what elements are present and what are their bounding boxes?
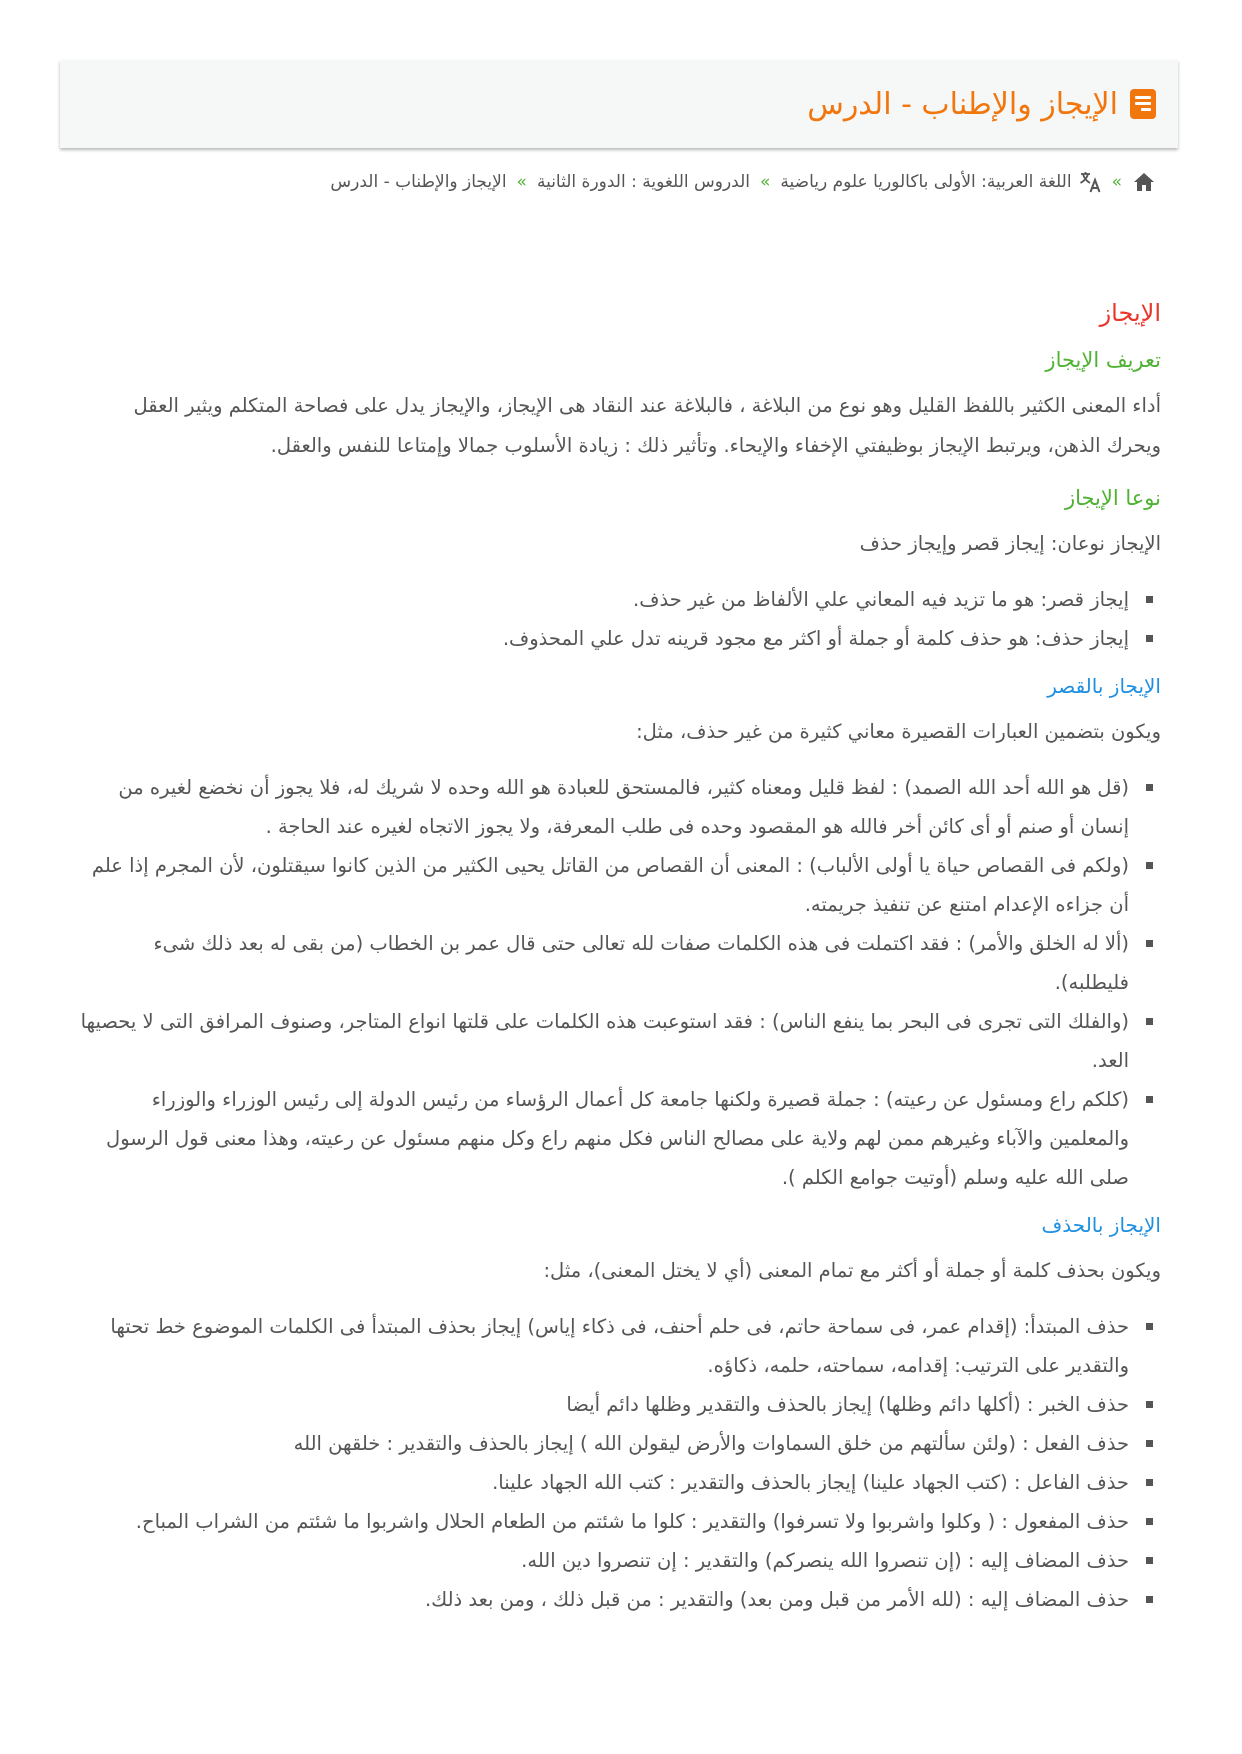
hadhf-heading: الإيجاز بالحذف — [1041, 1213, 1161, 1237]
types-list — [77, 580, 1161, 658]
lesson-content — [60, 296, 1178, 1619]
list-item: (والفلك التى تجرى فى البحر بما ينفع الناس) : فقد استوعبت هذه الكلمات على قلتها انواع المتاجر، وصنوف المرافق التى لا يحصيها العد. — [77, 1002, 1129, 1080]
breadcrumb-item-subject[interactable] — [780, 170, 1101, 194]
types-heading: نوعا الإيجاز — [1064, 486, 1161, 510]
list-item: إيجاز حذف: هو حذف كلمة أو جملة أو اكثر مع مجود قرينه تدل علي المحذوف. — [77, 619, 1129, 658]
hadhf-examples-list — [77, 1307, 1161, 1619]
hadhf-intro: ويكون بحذف كلمة أو جملة أو أكثر مع تمام المعنى (أي لا يختل المعنى)، مثل: — [543, 1259, 1161, 1282]
list-item: حذف المضاف إليه : (إن تنصروا الله ينصركم) والتقدير : إن تنصروا دين الله. — [77, 1541, 1129, 1580]
definition-heading: تعريف الإيجاز — [1045, 348, 1161, 372]
list-item: حذف المفعول : ( وكلوا واشربوا ولا تسرفوا) والتقدير : كلوا ما شئتم من الطعام الحلال واشربوا ما شئتم من الشراب المباح. — [77, 1502, 1129, 1541]
translate-icon — [1078, 170, 1102, 194]
breadcrumb-separator: » — [760, 172, 771, 192]
breadcrumb-item-section[interactable]: الدروس اللغوية : الدورة الثانية — [536, 172, 750, 192]
page-title: الإيجاز والإطناب - الدرس — [807, 86, 1118, 122]
list-item: حذف المضاف إليه : (لله الأمر من قبل ومن بعد) والتقدير : من قبل ذلك ، ومن بعد ذلك. — [77, 1580, 1129, 1619]
qasr-examples-list — [77, 768, 1161, 1197]
breadcrumb-item-label[interactable]: اللغة العربية: الأولى باكالوريا علوم رياضية — [780, 172, 1072, 192]
list-item: (ألا له الخلق والأمر) : فقد اكتملت فى هذه الكلمات صفات لله تعالى حتى قال عمر بن الخطاب (من بقى له بعد ذلك شىء فليطلبه). — [77, 924, 1129, 1002]
list-item: حذف الخبر : (أكلها دائم وظلها) إيجاز بالحذف والتقدير وظلها دائم أيضا — [77, 1385, 1129, 1424]
types-text: الإيجاز نوعان: إيجاز قصر وإيجاز حذف — [859, 532, 1161, 555]
list-item: (كلكم راع ومسئول عن رعيته) : جملة قصيرة ولكنها جامعة كل أعمال الرؤساء من رئيس الدولة إلى رئيس الوزراء والوزراء والمعلمين والآباء وغيرهم ممن لهم ولاية على مصالح الناس فكل منهم راع وكل منهم مسئول عن رعيته، وهذا معنى قول الرسول صلى الله عليه وسلم (أوتيت جوامع الكلم ). — [77, 1080, 1129, 1197]
list-item: (قل هو الله أحد الله الصمد) : لفظ قليل ومعناه كثير، فالمستحق للعبادة هو الله وحده لا شريك له، فلا يجوز أن نخضع لغيره من إنسان أو صنم أو أى كائن أخر فالله هو المقصود وحده فى طلب المعرفة، ولا يجوز الاتجاه لغيره عند الحاجة . — [77, 768, 1129, 846]
qasr-intro: ويكون بتضمين العبارات القصيرة معاني كثيرة من غير حذف، مثل: — [636, 720, 1161, 743]
breadcrumb-separator: » — [516, 172, 527, 192]
list-item: حذف المبتدأ: (إقدام عمر، فى سماحة حاتم، فى حلم أحنف، فى ذكاء إياس) إيجاز بحذف المبتدأ فى الكلمات الموضوع خط تحتها والتقدير على الترتيب: إقدامه، سماحته، حلمه، ذكاؤه. — [77, 1307, 1129, 1385]
lesson-page — [60, 60, 1178, 1631]
list-item: (ولكم فى القصاص حياة يا أولى الألباب) : المعنى أن القصاص من القاتل يحيى الكثير من الذين كانوا سيقتلون، لأن المجرم إذا علم أن جزاءه الإعدام امتنع عن تنفيذ جريمته. — [77, 846, 1129, 924]
breadcrumb-home[interactable] — [1132, 171, 1156, 193]
list-item: إيجاز قصر: هو ما تزيد فيه المعاني علي الألفاظ من غير حذف. — [77, 580, 1129, 619]
list-item: حذف الفاعل : (كتب الجهاد علينا) إيجاز بالحذف والتقدير : كتب الله الجهاد علينا. — [77, 1463, 1129, 1502]
breadcrumb-item-current: الإيجاز والإطناب - الدرس — [330, 172, 507, 192]
breadcrumb — [60, 170, 1178, 194]
title-card — [60, 60, 1178, 148]
main-heading: الإيجاز — [1099, 299, 1161, 327]
breadcrumb-separator: » — [1111, 172, 1122, 192]
list-item: حذف الفعل : (ولئن سألتهم من خلق السماوات والأرض ليقولن الله ) إيجاز بالحذف والتقدير : خلقهن الله — [77, 1424, 1129, 1463]
document-icon — [1130, 89, 1156, 119]
home-icon[interactable] — [1132, 171, 1156, 193]
qasr-heading: الإيجاز بالقصر — [1047, 674, 1161, 698]
definition-text: أداء المعنى الكثير باللفظ القليل وهو نوع من البلاغة ، فالبلاغة عند النقاد هى الإيجاز، والإيجاز يدل على فصاحة المتكلم ويثير العقل ويحرك الذهن، ويرتبط الإيجاز بوظيفتي الإخفاء والإيحاء. وتأثير ذلك : زيادة الأسلوب جمالا وإمتاعا للنفس والعقل. — [133, 394, 1161, 457]
